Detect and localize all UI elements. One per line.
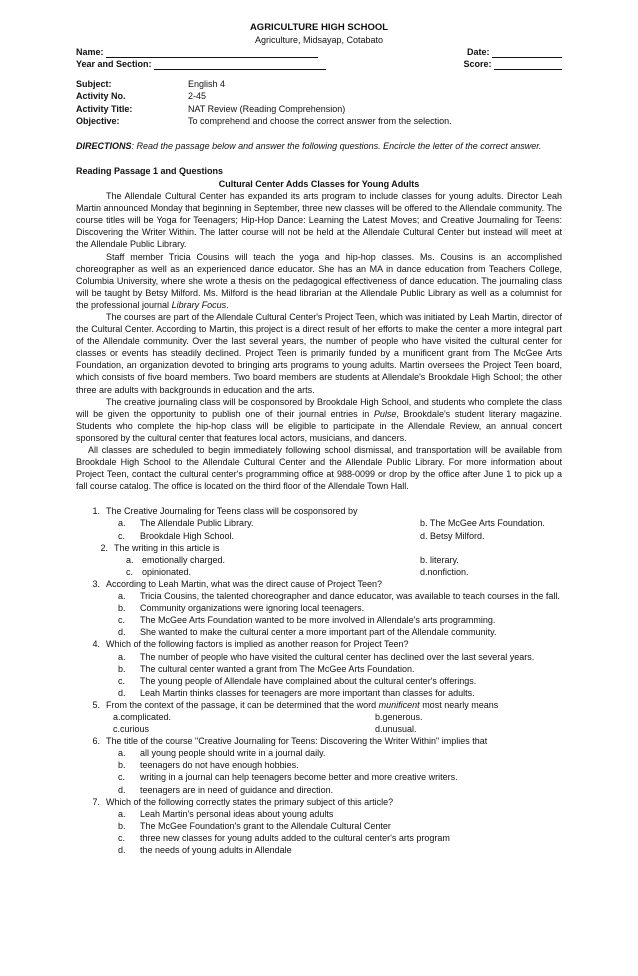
question-2-options-cd	[76, 566, 562, 578]
choice-4c[interactable]: c. The young people of Allendale have complained about the cultural center's offerings.	[118, 675, 477, 686]
info-row-subject: Subject: English 4	[76, 79, 226, 90]
name-field[interactable]	[106, 47, 318, 58]
year-section-label: Year and Section	[76, 59, 149, 70]
score-label: Score	[463, 59, 489, 70]
choice-7d[interactable]: d. the needs of young adults in Allendale	[118, 845, 292, 855]
passage-paragraph-5: All classes are scheduled to begin immediately following school dismissal, and transportation will be available from Brookdale High School to the Allendale Cultural Center and the Allendale Public Library. For more information about Project Teen, contact the cultural center's programming office at 988-0099 or drop by the office after June 1 to pick up a fall course catalog. The office is located on the third floor of the Allendale Town Hall.	[76, 445, 562, 492]
question-4: 4. Which of the following factors is implied as another reason for Project Teen?	[92, 639, 409, 650]
question-7: 7. Which of the following correctly states the primary subject of this article?	[92, 796, 394, 807]
question-1-options-ab	[76, 517, 562, 529]
choice-7c[interactable]: c. three new classes for young adults added to the cultural center's arts program	[118, 832, 450, 843]
question-2-options-ab	[76, 554, 562, 566]
choice-3a[interactable]: a. Tricia Cousins, the talented choreographer and dance educator, was available to teach courses in the fall.	[118, 591, 560, 602]
choice-6d[interactable]: d. teenagers are in need of guidance and direction.	[118, 784, 334, 795]
passage-title: Cultural Center Adds Classes for Young Adults	[218, 178, 420, 189]
choice-4a[interactable]: a. The number of people who have visited the cultural center has declined over the last several years.	[118, 651, 535, 662]
school-address: Agriculture, Midsayap, Cotabato	[254, 35, 384, 46]
question-1: 1. The Creative Journaling for Teens class will be cosponsored by	[92, 506, 358, 517]
question-3: 3. According to Leah Martin, what was the direct cause of Project Teen?	[92, 578, 382, 589]
choice-1c[interactable]: c. Brookdale High School.	[118, 530, 235, 541]
section-title: Reading Passage 1 and Questions	[76, 165, 224, 176]
choice-3c[interactable]: c. The McGee Arts Foundation wanted to be more involved in Allendale's arts programming.	[118, 615, 496, 626]
info-row-objective: Objective: To comprehend and choose the correct answer from the selection.	[76, 115, 452, 126]
choice-3d[interactable]: d. She wanted to make the cultural center a more important part of the Allendale community.	[118, 627, 497, 638]
choice-5b[interactable]: b.generous.	[375, 711, 423, 722]
choice-2d[interactable]: d.nonfiction.	[420, 566, 469, 577]
choice-3b[interactable]: b. Community organizations were ignoring local teenagers.	[118, 603, 365, 614]
date-field[interactable]	[492, 47, 562, 58]
choice-5a[interactable]: a.complicated.	[113, 711, 172, 722]
choice-2c[interactable]: c. opinionated.	[126, 566, 192, 577]
choice-1b[interactable]: b. The McGee Arts Foundation.	[420, 518, 545, 529]
name-date-row: Name: Date:	[76, 46, 562, 58]
passage-paragraph-1: The Allendale Cultural Center has expanded its arts program to include classes for young adults. Director Leah Martin announced Monday that beginning in September, three new classes will be offered to the Allendale community. The course titles will be Yoga for Teenagers; Hip-Hop Dance: Learning the Latest Moves; and Creative Journaling for Teens: Discovering the Writer Within. The latter course will not be held at the Allendale Cultural Center but instead will meet at the Allendale Public Library.	[76, 191, 562, 250]
question-2: 2. The writing in this article is	[100, 542, 220, 553]
info-row-activity-title: Activity Title: NAT Review (Reading Comprehension)	[76, 103, 346, 114]
passage-paragraph-4: The creative journaling class will be cosponsored by Brookdale High School, and students who complete the class will be given the opportunity to publish one of their journal entries in Pulse, Brookdale's student literary magazine. Students who complete the hip-hop class will be eligible to participate in the Allendale Review, an annual concert sponsored by the cultural center that features local actors, musicians, and dancers.	[76, 396, 562, 443]
choice-6b[interactable]: b. teenagers do not have enough hobbies.	[118, 760, 299, 771]
passage-paragraph-2: Staff member Tricia Cousins will teach the yoga and hip-hop classes. Ms. Cousins is an accomplished choreographer as well as an experienced dance educator. She has an MA in dance education from Teachers College, Columbia University, where she wrote a thesis on the pedagogical effectiveness of dance education. The journaling class will be taught by Betsy Milford. Ms. Milford is the head librarian at the Allendale Public Library as well as a columnist for the professional journal Library Focus.	[76, 251, 562, 310]
question-6: 6. The title of the course "Creative Journaling for Teens: Discovering the Writer Within" implies that	[92, 736, 488, 747]
choice-6a[interactable]: a. all young people should write in a journal daily.	[118, 748, 326, 759]
choice-7a[interactable]: a. Leah Martin's personal ideas about young adults	[118, 808, 334, 819]
question-list	[76, 505, 562, 856]
info-row-activity-no: Activity No. 2-45	[76, 91, 207, 102]
choice-6c[interactable]: c. writing in a journal can help teenagers become better and more creative writers.	[118, 772, 458, 783]
choice-4b[interactable]: b. The cultural center wanted a grant from The McGee Arts Foundation.	[118, 663, 415, 674]
question-5-options-cd	[76, 723, 562, 735]
question-5: 5. From the context of the passage, it can be determined that the word munificent most nearly means	[92, 699, 499, 710]
choice-5d[interactable]: d.unusual.	[375, 724, 417, 735]
passage-paragraph-3: The courses are part of the Allendale Cultural Center's Project Teen, which was initiated by Leah Martin, director of the Cultural Center. According to Martin, this project is a direct result of her efforts to make the center a more integral part of the Allendale community. Over the last several years, the number of people who have visited the cultural center for classes or events has steadily declined. Project Teen is primarily funded by a munificent grant from The McGee Arts Foundation, an organization devoted to bringing arts programs to young adults. Martin oversees the Project Teen board, which consists of five board members. Two board members are students at Allendale's Brookdale High School; the other three are adults with backgrounds in education and the arts.	[76, 311, 562, 395]
choice-1a[interactable]: a. The Allendale Public Library.	[118, 518, 254, 529]
choice-2a[interactable]: a. emotionally charged.	[126, 554, 226, 565]
directions: DIRECTIONS: Read the passage below and answer the following questions. Encircle the letter of the correct answer.	[76, 140, 542, 151]
choice-4d[interactable]: d. Leah Martin thinks classes for teenagers are more important than classes for adults.	[118, 687, 475, 698]
score-field[interactable]	[494, 59, 562, 70]
activity-info	[76, 78, 562, 126]
year-score-row: Year and Section: Score:	[76, 58, 562, 70]
choice-7b[interactable]: b. The McGee Foundation's grant to the Allendale Cultural Center	[118, 820, 391, 831]
choice-5c[interactable]: c.curious	[113, 724, 150, 735]
question-5-options-ab	[76, 711, 562, 723]
date-label: Date	[466, 47, 487, 58]
school-name: AGRICULTURE HIGH SCHOOL	[249, 22, 389, 33]
choice-1d[interactable]: d. Betsy Milford.	[420, 530, 485, 541]
choice-2b[interactable]: b. literary.	[420, 554, 459, 565]
question-1-options-cd	[76, 530, 562, 542]
year-section-field[interactable]	[154, 59, 326, 70]
name-label: Name	[76, 47, 101, 58]
